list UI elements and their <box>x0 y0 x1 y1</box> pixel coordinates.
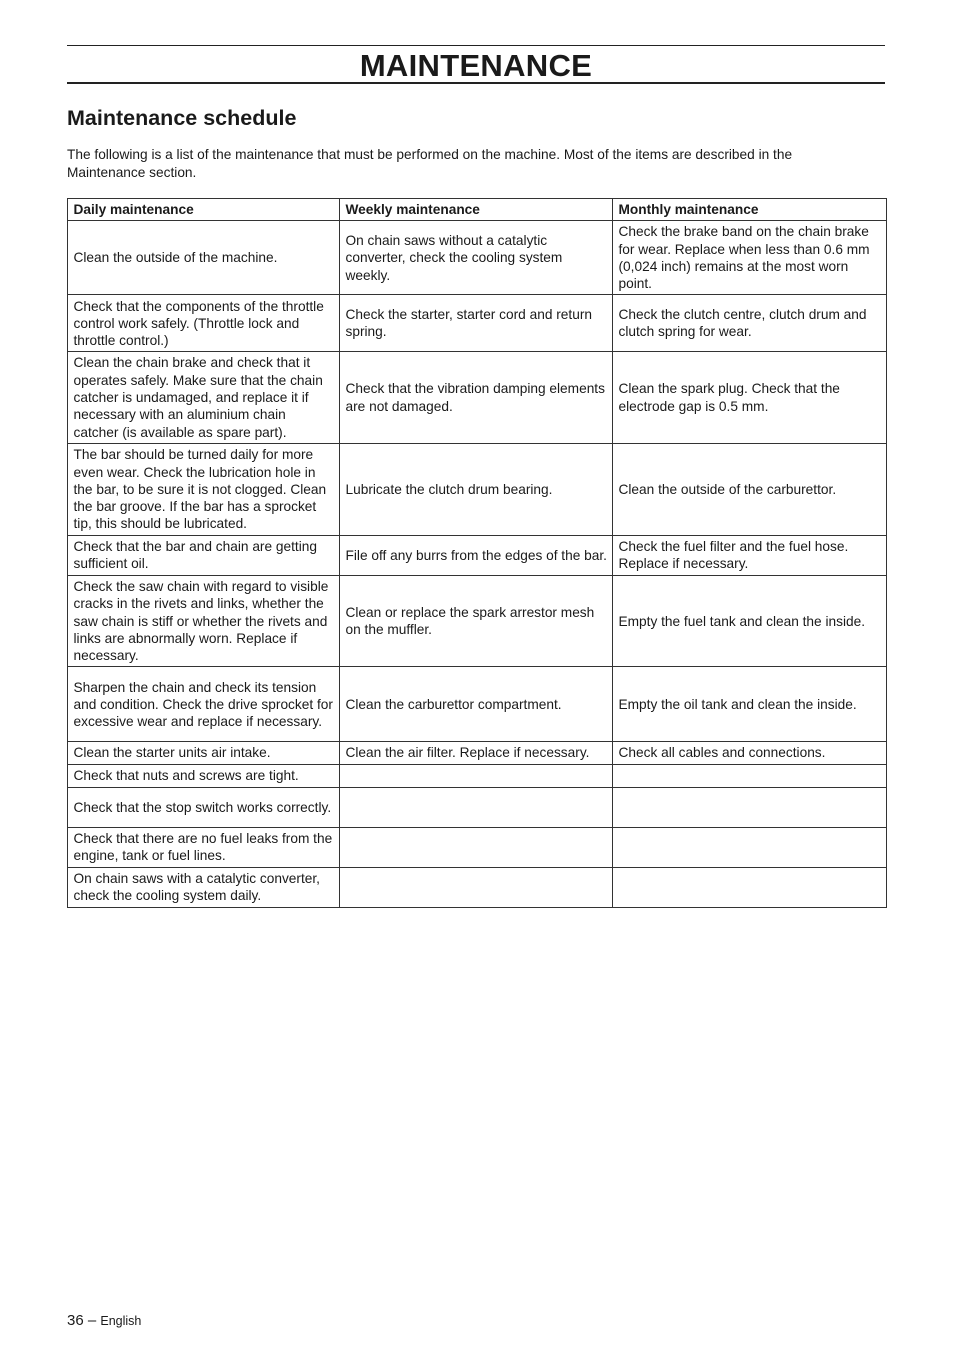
daily-cell: On chain saws with a catalytic converter, check the cooling system daily. <box>68 867 340 907</box>
maintenance-schedule-table <box>67 198 887 908</box>
weekly-cell <box>340 787 613 827</box>
weekly-cell: Lubricate the clutch drum bearing. <box>340 443 613 535</box>
monthly-cell: Empty the oil tank and clean the inside. <box>613 667 887 742</box>
monthly-cell: Clean the outside of the carburettor. <box>613 443 887 535</box>
monthly-cell: Check all cables and connections. <box>613 742 887 764</box>
weekly-cell: Check the starter, starter cord and return spring. <box>340 295 613 352</box>
weekly-cell: File off any burrs from the edges of the bar. <box>340 535 613 575</box>
daily-cell: Clean the starter units air intake. <box>68 742 340 764</box>
monthly-cell: Empty the fuel tank and clean the inside. <box>613 575 887 666</box>
daily-cell: Check that the bar and chain are getting sufficient oil. <box>68 535 340 575</box>
footer-language: English <box>100 1314 142 1328</box>
daily-cell: Check the saw chain with regard to visible cracks in the rivets and links, whether the saw chain is stiff or whether the rivets and links are abnormally worn. Replace if necessary. <box>68 575 340 666</box>
daily-cell: Clean the chain brake and check that it operates safely. Make sure that the chain catcher is undamaged, and replace it if necessary with an aluminium chain catcher (is available as spare part). <box>68 352 340 443</box>
daily-cell: Check that the components of the throttle control work safely. (Throttle lock and throttle control.) <box>68 295 340 352</box>
header-weekly: Weekly maintenance <box>340 199 613 221</box>
header-title: MAINTENANCE <box>359 47 593 83</box>
daily-cell: Check that the stop switch works correctly. <box>68 787 340 827</box>
header-monthly: Monthly maintenance <box>613 199 887 221</box>
weekly-cell: Clean or replace the spark arrestor mesh on the muffler. <box>340 575 613 666</box>
table-row <box>68 221 887 295</box>
table-row <box>68 787 887 827</box>
monthly-cell <box>613 867 887 907</box>
table-row <box>68 867 887 907</box>
table-row <box>68 352 887 443</box>
table-row <box>68 667 887 742</box>
daily-cell: The bar should be turned daily for more even wear. Check the lubrication hole in the bar, to be sure it is not clogged. Clean the bar groove. If the bar has a sprocket tip, this should be lubricated. <box>68 443 340 535</box>
monthly-cell <box>613 827 887 867</box>
monthly-cell: Check the fuel filter and the fuel hose. Replace if necessary. <box>613 535 887 575</box>
weekly-cell <box>340 867 613 907</box>
monthly-cell: Check the clutch centre, clutch drum and clutch spring for wear. <box>613 295 887 352</box>
monthly-cell <box>613 787 887 827</box>
monthly-cell: Check the brake band on the chain brake for wear. Replace when less than 0.6 mm (0,024 inch) remains at the most worn point. <box>613 221 887 295</box>
daily-cell: Check that there are no fuel leaks from the engine, tank or fuel lines. <box>68 827 340 867</box>
table-row <box>68 575 887 666</box>
table-row <box>68 295 887 352</box>
weekly-cell <box>340 764 613 787</box>
weekly-cell <box>340 827 613 867</box>
daily-cell: Clean the outside of the machine. <box>68 221 340 295</box>
daily-cell: Sharpen the chain and check its tension and condition. Check the drive sprocket for excessive wear and replace if necessary. <box>68 667 340 742</box>
page-number: 36 – <box>67 1312 97 1329</box>
monthly-cell <box>613 764 887 787</box>
monthly-cell: Clean the spark plug. Check that the electrode gap is 0.5 mm. <box>613 352 887 443</box>
table-row <box>68 443 887 535</box>
weekly-cell: Clean the air filter. Replace if necessary. <box>340 742 613 764</box>
page-footer <box>67 1312 141 1329</box>
table-row <box>68 742 887 764</box>
table-row <box>68 764 887 787</box>
table-header-row <box>68 199 887 221</box>
table-row <box>68 827 887 867</box>
daily-cell: Check that nuts and screws are tight. <box>68 764 340 787</box>
header-daily: Daily maintenance <box>68 199 340 221</box>
weekly-cell: On chain saws without a catalytic converter, check the cooling system weekly. <box>340 221 613 295</box>
weekly-cell: Check that the vibration damping elements are not damaged. <box>340 352 613 443</box>
weekly-cell: Clean the carburettor compartment. <box>340 667 613 742</box>
section-title: Maintenance schedule <box>67 106 297 130</box>
table-row <box>68 535 887 575</box>
intro-paragraph: The following is a list of the maintenance that must be performed on the machine. Most of the items are described in the Maintenance section. <box>67 147 793 180</box>
page-header <box>67 45 885 84</box>
